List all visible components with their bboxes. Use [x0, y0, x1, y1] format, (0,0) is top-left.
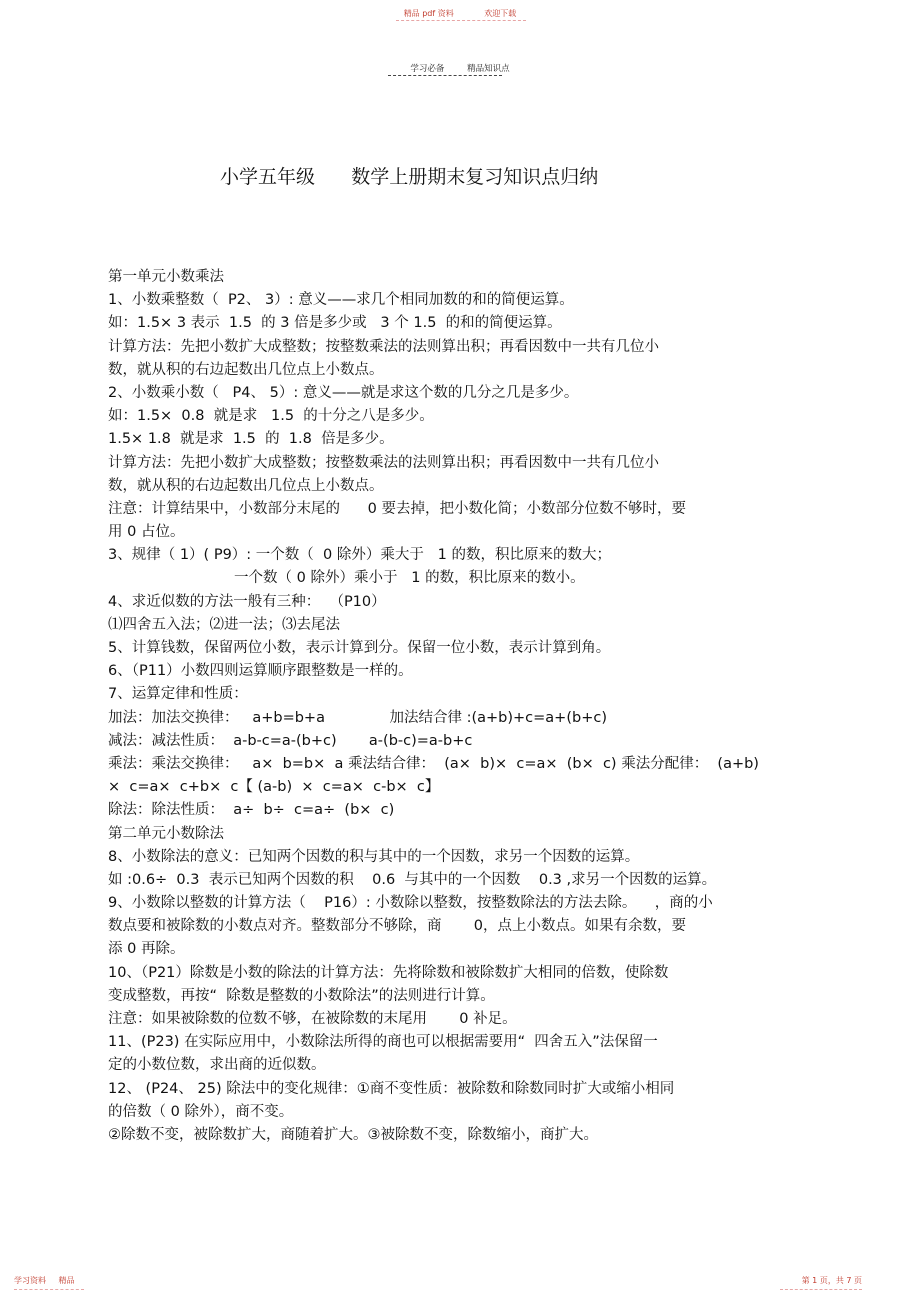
text-line: 定的小数位数，求出商的近似数。: [108, 1057, 326, 1074]
text-line: 添 0 再除。: [108, 941, 185, 958]
text-line: 1、小数乘整数（ P2、 3）: 意义——求几个相同加数的和的简便运算。: [108, 292, 574, 309]
footer-left-badge: 精品: [58, 1276, 75, 1285]
text-line: 10、（P21）除数是小数的除法的计算方法：先将除数和被除数扩大相同的倍数，使除数: [108, 964, 669, 981]
page-subheader: [0, 62, 920, 74]
text-line: 2、小数乘小数（ P4、 5）: 意义——就是求这个数的几分之几是多少。: [108, 384, 579, 401]
text-line: ⑴四舍五入法；⑵进一法；⑶去尾法: [108, 616, 340, 633]
text-line: 注意：如果被除数的位数不够，在被除数的末尾用 0 补足。: [108, 1011, 517, 1027]
text-line: 除法：除法性质： a÷ b÷ c=a÷ (b× c): [108, 802, 395, 819]
text-line: 11、(P23) 在实际应用中，小数除法所得的商也可以根据需要用“ 四舍五入”法保留一: [108, 1034, 658, 1051]
footer-divider-right: [780, 1289, 862, 1290]
text-line: 6、（P11）小数四则运算顺序跟整数是一样的。: [108, 663, 413, 680]
page-title: 小学五年级 数学上册期末复习知识点归纳: [220, 166, 599, 188]
text-line: 1.5× 1.8 就是求 1.5 的 1.8 倍是多少。: [108, 431, 394, 448]
text-line: 数点要和被除数的小数点对齐。整数部分不够除，商 0，点上小数点。如果有余数，要: [108, 918, 686, 935]
watermark-right: 欢迎下载: [484, 9, 517, 18]
subheader-right: 精品知识点: [467, 64, 510, 74]
subheader-divider: [388, 75, 502, 76]
footer-divider-left: [14, 1289, 84, 1290]
text-line: 9、小数除以整数的计算方法（ P16）: 小数除以整数，按整数除法的方法去除。 ，商的小: [108, 895, 713, 912]
text-line: 如 :0.6÷ 0.3 表示已知两个因数的积 0.6 与其中的一个因数 0.3 ,求另一个因数的运算。: [108, 871, 717, 888]
subheader-left: 学习必备: [410, 64, 445, 74]
watermark-header: [0, 8, 920, 19]
text-line: 3、规律（ 1）( P9）: 一个数（ 0 除外）乘大于 1 的数，积比原来的数大；: [108, 547, 612, 564]
text-line: 注意：计算结果中，小数部分末尾的 0 要去掉，把小数化简；小数部分位数不够时，要: [108, 500, 686, 517]
text-line: 用 0 占位。: [108, 524, 185, 541]
text-line: 12、 (P24、 25) 除法中的变化规律：①商不变性质：被除数和除数同时扩大或缩小相同: [108, 1080, 675, 1097]
watermark-divider: [396, 20, 526, 21]
text-line: 7、运算定律和性质：: [108, 686, 248, 703]
text-line: 第一单元小数乘法: [108, 269, 224, 285]
text-line: 变成整数，再按“ 除数是整数的小数除法”的法则进行计算。: [108, 987, 495, 1004]
text-line: 数，就从积的右边起数出几位点上小数点。: [108, 477, 384, 494]
text-line: 的倍数（ 0 除外），商不变。: [108, 1103, 294, 1120]
text-line: 数，就从积的右边起数出几位点上小数点。: [108, 361, 384, 378]
text-line: 5、计算钱数，保留两位小数，表示计算到分。保留一位小数，表示计算到角。: [108, 640, 611, 656]
text-line: 加法：加法交换律： a+b=b+a 加法结合律 :(a+b)+c=a+(b+c): [108, 709, 607, 726]
text-line: 一个数（ 0 除外）乘小于 1 的数，积比原来的数小。: [234, 570, 585, 587]
document-body: [108, 266, 788, 1147]
footer-left-label: 学习资料: [14, 1276, 46, 1285]
text-line: 计算方法：先把小数扩大成整数；按整数乘法的法则算出积；再看因数中一共有几位小: [108, 338, 659, 355]
text-line: 乘法：乘法交换律： a× b=b× a 乘法结合律： (a× b)× c=a× (b× c) 乘法分配律： (a+b): [108, 755, 759, 772]
page-number: 第 1 页，共 7 页: [801, 1276, 862, 1285]
text-line: ②除数不变，被除数扩大，商随着扩大。③被除数不变，除数缩小，商扩大。: [108, 1126, 598, 1143]
footer-left: [14, 1275, 85, 1286]
text-line: 计算方法：先把小数扩大成整数；按整数乘法的法则算出积；再看因数中一共有几位小: [108, 454, 659, 471]
text-line: 如：1.5× 3 表示 1.5 的 3 倍是多少或 3 个 1.5 的和的简便运算。: [108, 315, 562, 332]
text-line: 如：1.5× 0.8 就是求 1.5 的十分之八是多少。: [108, 408, 434, 425]
text-line: 减法：减法性质： a-b-c=a-(b+c) a-(b-c)=a-b+c: [108, 732, 473, 749]
text-line: × c=a× c+b× c【 (a-b) × c=a× c-b× c】: [108, 779, 440, 796]
text-line: 第二单元小数除法: [108, 825, 224, 842]
text-line: 8、小数除法的意义：已知两个因数的积与其中的一个因数，求另一个因数的运算。: [108, 848, 640, 865]
watermark-left: 精品 pdf 资料: [403, 9, 454, 18]
text-line: 4、求近似数的方法一般有三种： （P10）: [108, 593, 386, 610]
